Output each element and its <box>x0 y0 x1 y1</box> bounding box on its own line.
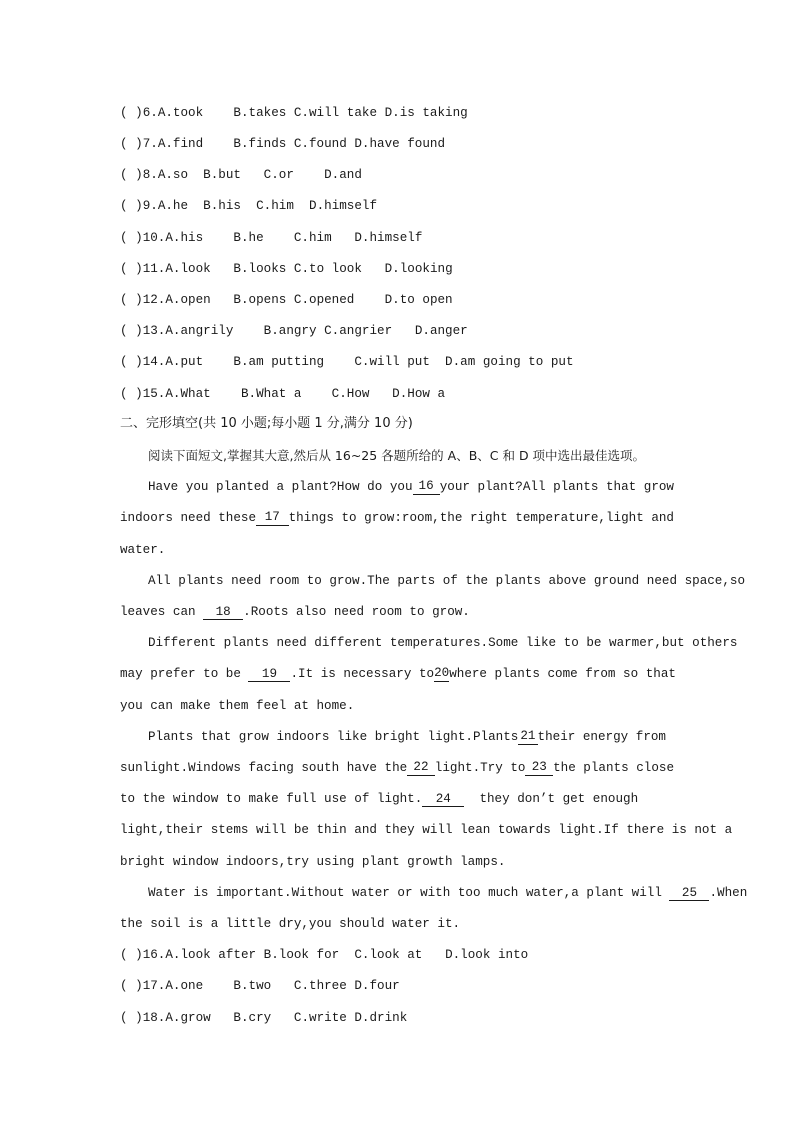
question-item: ( )15.A.What B.What a C.How D.How a <box>120 387 446 401</box>
blank-20: 20 <box>434 666 450 680</box>
passage-line: Water is important.Without water or with too much water,a plant will 25 .When <box>148 886 748 900</box>
blank-23: 23 <box>525 760 553 776</box>
question-item: ( )16.A.look after B.look for C.look at D.look into <box>120 948 529 962</box>
section-instruction: 阅读下面短文,掌握其大意,然后从 16~25 各题所给的 A、B、C 和 D 项中选出最佳选项。 <box>148 448 646 463</box>
blank-24: 24 <box>422 792 464 807</box>
passage-line: All plants need room to grow.The parts of the plants above ground need space,so <box>148 574 746 588</box>
passage-line: water. <box>120 543 166 557</box>
question-item: ( )14.A.put B.am putting C.will put D.am going to put <box>120 355 574 369</box>
blank-18: 18 <box>203 605 243 620</box>
question-item: ( )17.A.one B.two C.three D.four <box>120 979 400 993</box>
question-item: ( )12.A.open B.opens C.opened D.to open <box>120 293 453 307</box>
blank-21: 21 <box>518 729 537 745</box>
passage-line: Have you planted a plant?How do you 16 your plant?All plants that grow <box>148 479 674 494</box>
question-item: ( )18.A.grow B.cry C.write D.drink <box>120 1011 408 1025</box>
passage-line: indoors need these 17 things to grow:room,the right temperature,light and <box>120 510 674 525</box>
passage-line: Different plants need different temperatures.Some like to be warmer,but others <box>148 636 738 650</box>
passage-line: sunlight.Windows facing south have the 22 light.Try to 23 the plants close <box>120 760 674 775</box>
blank-25: 25 <box>669 886 709 901</box>
passage-line: leaves can 18 .Roots also need room to grow. <box>120 605 470 619</box>
passage-line: Plants that grow indoors like bright light.Plants 21 their energy from <box>148 729 666 744</box>
section-heading: 二、完形填空(共 10 小题;每小题 1 分,满分 10 分) <box>120 416 413 431</box>
passage-line: bright window indoors,try using plant growth lamps. <box>120 855 506 869</box>
question-item: ( )8.A.so B.but C.or D.and <box>120 168 362 182</box>
blank-17: 17 <box>256 510 289 526</box>
passage-line: to the window to make full use of light. 24 they don’t get enough <box>120 792 639 806</box>
passage-line: you can make them feel at home. <box>120 699 355 713</box>
blank-19: 19 <box>248 667 290 682</box>
question-item: ( )10.A.his B.he C.him D.himself <box>120 231 423 245</box>
blank-22: 22 <box>407 760 435 776</box>
passage-line: light,their stems will be thin and they will lean towards light.If there is not a <box>120 823 733 837</box>
passage-line: may prefer to be 19 .It is necessary to 20 where plants come from so that <box>120 666 676 681</box>
question-item: ( )6.A.took B.takes C.will take D.is taking <box>120 106 468 120</box>
question-item: ( )9.A.he B.his C.him D.himself <box>120 199 378 213</box>
blank-16: 16 <box>413 479 440 495</box>
question-item: ( )7.A.find B.finds C.found D.have found <box>120 137 446 151</box>
question-item: ( )11.A.look B.looks C.to look D.looking <box>120 262 453 276</box>
question-item: ( )13.A.angrily B.angry C.angrier D.anger <box>120 324 468 338</box>
passage-line: the soil is a little dry,you should water it. <box>120 917 461 931</box>
